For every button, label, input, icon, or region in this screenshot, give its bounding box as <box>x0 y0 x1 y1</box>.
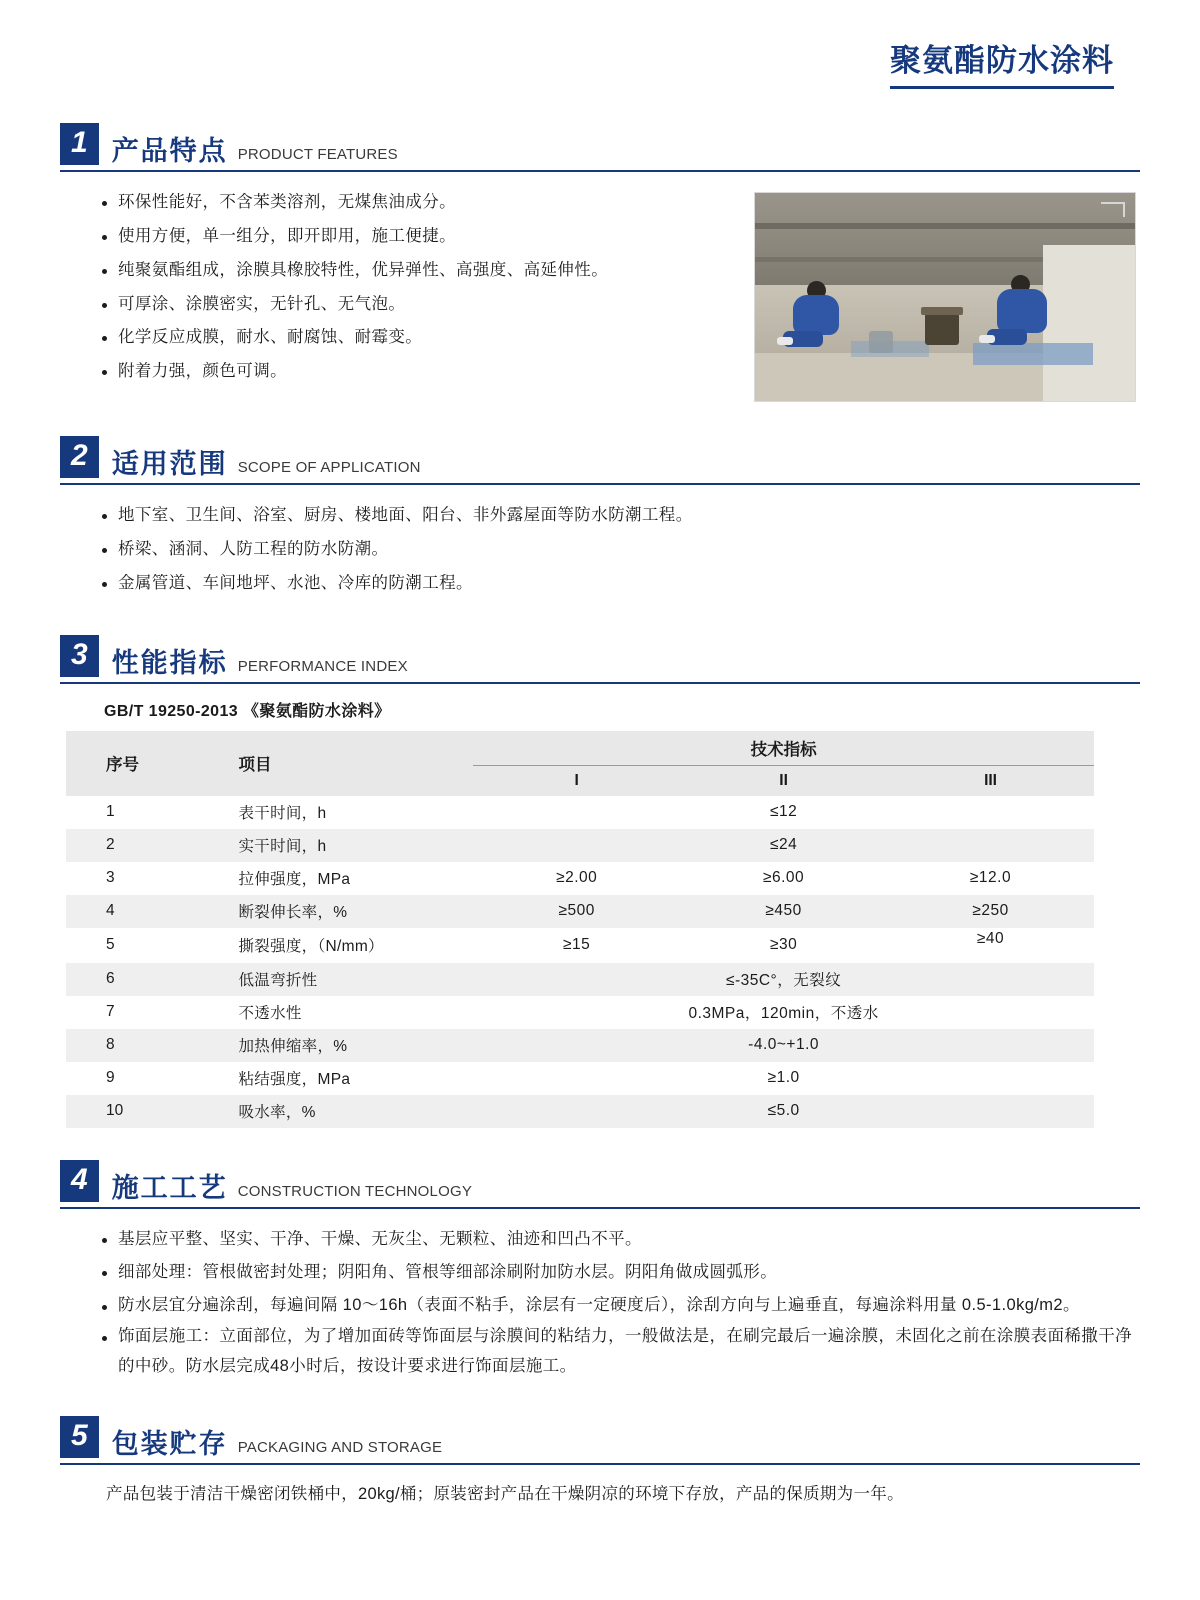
table-row <box>66 963 1094 996</box>
header-grade-1: I <box>473 765 680 796</box>
header-item: 项目 <box>218 731 473 796</box>
table-row <box>66 829 1094 862</box>
cell-value: 0.3MPa，120min，不透水 <box>688 1005 879 1023</box>
cell-item: 粘结强度，MPa <box>238 1071 351 1089</box>
cell-seq: 1 <box>106 803 115 821</box>
table-row <box>66 895 1094 928</box>
section-number: 1 <box>60 123 99 165</box>
section-number: 2 <box>60 436 99 478</box>
list-item: 基层应平整、坚实、干净、干燥、无灰尘、无颗粒、油迹和凹凸不平。 <box>102 1223 1140 1257</box>
cell-seq: 9 <box>106 1069 115 1087</box>
table-row <box>66 928 1094 963</box>
feature-list-wrap <box>60 186 754 389</box>
cell-value: ≥2.00 <box>556 869 598 887</box>
section-title-cn: 适用范围 <box>111 449 228 480</box>
list-item: 金属管道、车间地坪、水池、冷库的防潮工程。 <box>102 567 1140 601</box>
section-title-cn: 施工工艺 <box>111 1172 228 1203</box>
section-number: 3 <box>60 635 99 677</box>
page-title: 聚氨酯防水涂料 <box>890 42 1114 89</box>
cell-seq: 4 <box>66 895 218 928</box>
list-item: 化学反应成膜，耐水、耐腐蚀、耐霉变。 <box>102 321 754 355</box>
list-item: 环保性能好，不含苯类溶剂，无煤焦油成分。 <box>102 186 754 220</box>
worker-body <box>793 295 839 335</box>
section-title-en: SCOPE OF APPLICATION <box>237 459 421 477</box>
cell-value: ≥500 <box>473 895 680 928</box>
header-grade-2: II <box>680 765 887 796</box>
section-packaging-and-storage <box>60 1416 1140 1510</box>
table-row <box>66 862 1094 895</box>
cell-value: ≤5.0 <box>473 1095 1094 1128</box>
worker-body <box>997 289 1047 333</box>
cell-value: ≥40 <box>976 929 1005 947</box>
cell-item: 加热伸缩率，% <box>218 1029 473 1062</box>
table-header-row <box>66 731 1094 766</box>
cell-value: ≥15 <box>563 936 591 954</box>
feature-list <box>60 186 754 389</box>
cell-item: 不透水性 <box>238 1005 302 1023</box>
header-seq: 序号 <box>66 731 218 796</box>
cell-value: ≤-35C°，无裂纹 <box>473 963 1094 996</box>
cell-item: 实干时间，h <box>218 829 473 862</box>
cell-seq: 3 <box>106 869 115 887</box>
section-number: 5 <box>60 1416 99 1458</box>
list-item: 地下室、卫生间、浴室、厨房、楼地面、阳台、非外露屋面等防水防潮工程。 <box>102 499 1140 533</box>
worker-left <box>777 281 867 351</box>
section-body <box>60 186 1140 402</box>
cell-item: 断裂伸长率，% <box>218 895 473 928</box>
table-row <box>66 796 1094 829</box>
worker-shoe <box>979 335 995 343</box>
cell-seq: 5 <box>106 936 115 954</box>
list-item: 饰面层施工：立面部位，为了增加面砖等饰面层与涂膜间的粘结力，一般做法是，在刷完最后一遍涂膜，未固化之前在涂膜表面稀撒干净的中砂。防水层完成48小时后，按设计要求进行饰面层施工。 <box>102 1321 1140 1382</box>
section-number: 4 <box>60 1160 99 1202</box>
worker-right <box>977 275 1067 351</box>
section-title-en: PACKAGING AND STORAGE <box>237 1438 443 1456</box>
cell-value: ≥12.0 <box>969 869 1012 887</box>
cell-value: ≥6.00 <box>762 869 805 887</box>
section-header <box>60 123 1140 172</box>
section-title-en: PERFORMANCE INDEX <box>237 657 408 675</box>
cell-seq: 10 <box>66 1095 218 1128</box>
cell-seq: 6 <box>66 963 218 996</box>
cell-item: 撕裂强度，（N/mm） <box>238 938 384 956</box>
table-row <box>66 1029 1094 1062</box>
cell-value: ≤12 <box>769 803 798 821</box>
section-title-cn: 性能指标 <box>111 647 228 678</box>
section-title-cn: 产品特点 <box>111 136 228 167</box>
list-item: 纯聚氨酯组成，涂膜具橡胶特性，优异弹性、高强度、高延伸性。 <box>102 254 754 288</box>
table-row <box>66 1062 1094 1095</box>
scope-list <box>60 499 1140 600</box>
section-title-en: CONSTRUCTION TECHNOLOGY <box>237 1182 473 1200</box>
section-construction-technology <box>60 1160 1140 1382</box>
section-product-features <box>60 123 1140 402</box>
cell-seq: 2 <box>66 829 218 862</box>
cell-item: 表干时间，h <box>238 805 327 823</box>
paint-bucket-lid <box>921 307 963 315</box>
photo-corner-mark <box>1101 202 1125 217</box>
cell-value: -4.0~+1.0 <box>473 1029 1094 1062</box>
list-item: 细部处理：管根做密封处理；阴阳角、管根等细部涂刷附加防水层。阴阳角做成圆弧形。 <box>102 1256 1140 1290</box>
header-tech-index: 技术指标 <box>473 731 1094 766</box>
section-title-en: PRODUCT FEATURES <box>237 146 398 164</box>
section-title-cn: 包装贮存 <box>111 1428 228 1459</box>
cell-item: 拉伸强度，MPa <box>238 871 351 889</box>
list-item: 使用方便，单一组分，即开即用，施工便捷。 <box>102 220 754 254</box>
photo-wall-line <box>755 223 1135 229</box>
cell-seq: 7 <box>106 1003 115 1021</box>
section-performance-index <box>60 635 1140 1128</box>
list-item: 桥梁、涵洞、人防工程的防水防潮。 <box>102 533 1140 567</box>
cell-seq: 8 <box>66 1029 218 1062</box>
table-row <box>66 1095 1094 1128</box>
packaging-text: 产品包装于清洁干燥密闭铁桶中，20kg/桶；原装密封产品在干燥阴凉的环境下存放，产品的保质期为一年。 <box>106 1484 904 1503</box>
section-header <box>60 1160 1140 1209</box>
section-header <box>60 436 1140 485</box>
list-item: 防水层宜分遍涂刮，每遍间隔 10～16h（表面不粘手，涂层有一定硬度后），涂刮方向与上遍垂直，每遍涂料用量 0.5-1.0kg/m2。 <box>102 1290 1140 1321</box>
cell-value: ≥30 <box>769 936 798 954</box>
cell-item: 低温弯折性 <box>218 963 473 996</box>
title-bar <box>0 0 1200 89</box>
list-item: 附着力强，颜色可调。 <box>102 355 754 389</box>
paint-bucket <box>925 313 959 345</box>
header-grade-3: III <box>887 765 1094 796</box>
application-photo <box>754 192 1136 402</box>
performance-table <box>66 731 1094 1128</box>
section-scope-of-application <box>60 436 1140 600</box>
cell-value: ≥250 <box>887 895 1094 928</box>
cell-value: ≥450 <box>680 895 887 928</box>
cell-value: ≥1.0 <box>767 1069 800 1087</box>
construction-list <box>60 1223 1140 1382</box>
cell-item: 吸水率，% <box>218 1095 473 1128</box>
worker-shoe <box>777 337 793 345</box>
standard-reference: GB/T 19250-2013 《聚氨酯防水涂料》 <box>104 702 391 720</box>
table-row <box>66 996 1094 1029</box>
section-header <box>60 1416 1140 1465</box>
cell-value: ≤24 <box>473 829 1094 862</box>
section-header <box>60 635 1140 684</box>
paint-bucket <box>869 331 893 353</box>
list-item: 可厚涂、涂膜密实，无针孔、无气泡。 <box>102 288 754 322</box>
